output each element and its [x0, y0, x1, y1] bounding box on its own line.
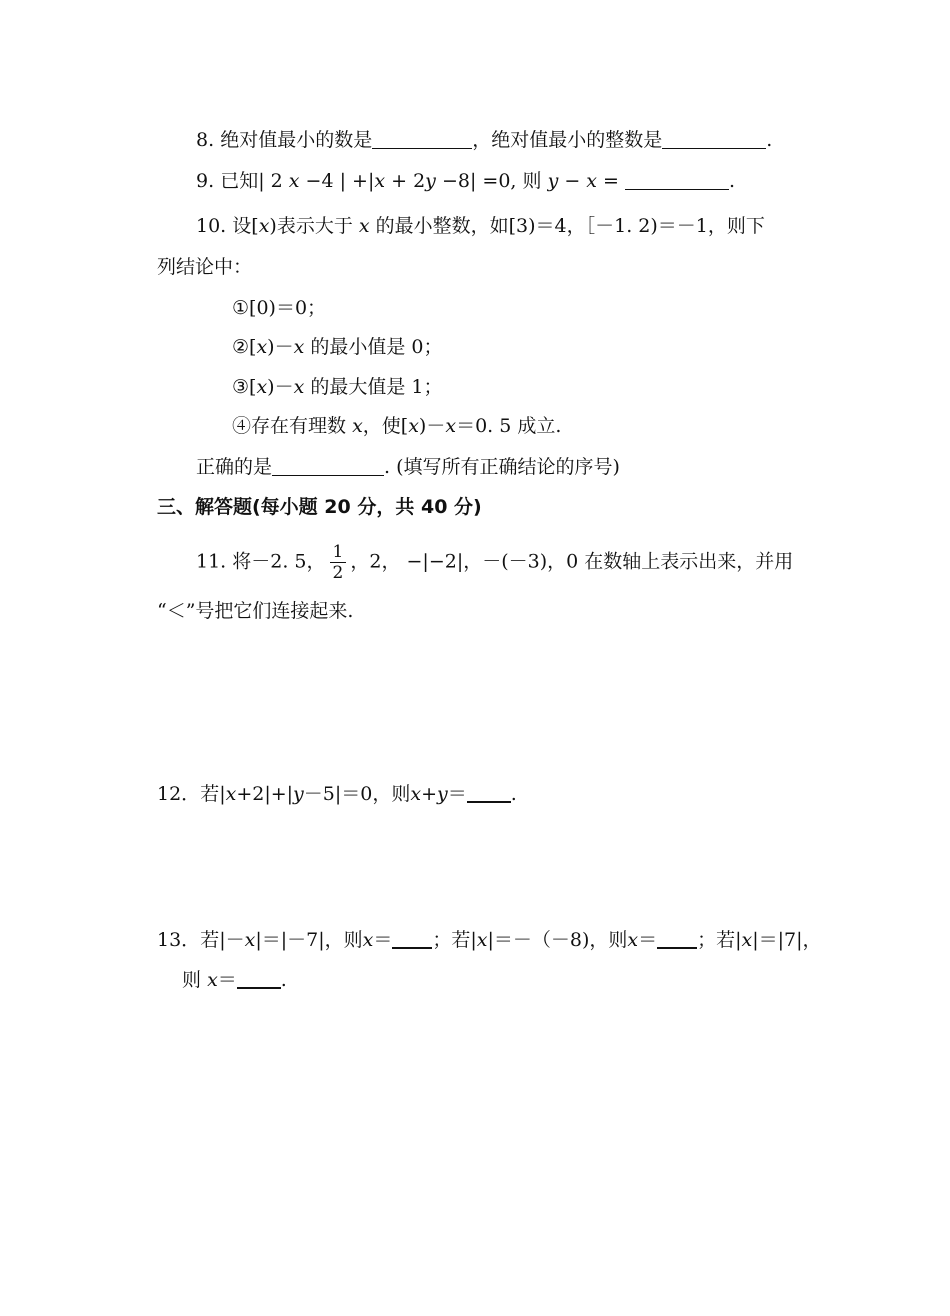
math-text: −8| =0, — [435, 170, 517, 192]
math-var: x — [374, 170, 386, 192]
math-text: |＝|7|， — [752, 929, 822, 951]
question-text: 绝对值最小的数是 — [220, 129, 373, 151]
math-var: x — [258, 215, 270, 237]
option-text: ，使[ — [362, 415, 409, 437]
question-10-answer — [196, 454, 620, 480]
math-text: 若| — [200, 783, 226, 805]
period: . — [280, 969, 287, 991]
math-var: x — [293, 336, 305, 358]
math-var: x — [352, 415, 363, 437]
math-var: x — [358, 215, 370, 237]
period: . — [729, 170, 736, 192]
question-text: ，－(－3)，0 在数轴上表示出来，并用 — [463, 550, 794, 573]
math-text: ＝ — [447, 783, 467, 805]
question-9 — [196, 168, 735, 194]
option-text: 的最小值是 0； — [310, 336, 443, 358]
fraction — [330, 542, 347, 583]
math-var: y — [437, 783, 448, 805]
math-var: x — [225, 783, 237, 805]
math-var: x — [207, 969, 218, 991]
answer-prefix: 正确的是 — [196, 456, 273, 478]
question-text: 已知 — [220, 170, 259, 192]
question-13-line2 — [182, 967, 287, 993]
math-var: y — [425, 170, 436, 192]
math-text: − — [558, 170, 587, 192]
math-text: 则 — [182, 969, 202, 991]
answer-blank[interactable] — [662, 130, 766, 149]
math-var: x — [627, 929, 639, 951]
math-var: x — [256, 376, 268, 398]
question-number: 12． — [157, 783, 201, 805]
question-text: 将－2. 5， — [232, 550, 326, 573]
question-10-line1 — [196, 213, 765, 239]
option-text: ③[ — [232, 376, 257, 398]
math-text: －5|＝0，则 — [303, 783, 411, 805]
question-10-line2 — [157, 254, 252, 280]
question-text: 列结论中： — [157, 256, 253, 278]
question-text: ，绝对值最小的整数是 — [472, 129, 663, 151]
math-text: ＝ — [373, 929, 393, 951]
question-text: 则 — [522, 170, 542, 192]
period: . — [766, 129, 773, 151]
fraction-numerator: 1 — [330, 542, 347, 563]
math-var: x — [362, 929, 374, 951]
answer-blank[interactable] — [237, 969, 281, 989]
math-var: x — [741, 929, 753, 951]
math-text: −|−2| — [406, 550, 464, 573]
question-number: 8. — [196, 129, 215, 151]
question-10-option-4 — [232, 413, 561, 439]
math-var: x — [586, 170, 598, 192]
math-text: 若|－ — [200, 929, 245, 951]
period: . — [510, 783, 517, 805]
question-text: )表示大于 — [269, 215, 353, 237]
math-var: y — [547, 170, 559, 192]
option-text: ＝0. 5 成立. — [456, 415, 562, 437]
question-10-option-1 — [232, 295, 326, 321]
answer-blank[interactable] — [392, 929, 432, 949]
math-text: |＝－（－8)，则 — [487, 929, 628, 951]
question-number: 9. — [196, 170, 215, 192]
math-var: x — [256, 336, 268, 358]
question-number: 11. — [196, 550, 227, 573]
section-title — [157, 494, 482, 520]
math-text: |＝|－7|，则 — [255, 929, 363, 951]
math-var: x — [476, 929, 488, 951]
question-text: “＜”号把它们连接起来. — [157, 600, 354, 622]
answer-blank[interactable] — [625, 171, 729, 190]
math-text: ；若| — [697, 929, 742, 951]
answer-blank[interactable] — [657, 929, 697, 949]
math-text: | — [367, 170, 375, 192]
math-var: x — [293, 376, 305, 398]
question-number: 13． — [157, 929, 201, 951]
math-text: ＝ — [217, 969, 237, 991]
question-11-line2 — [157, 598, 353, 624]
math-text: + — [421, 783, 438, 805]
math-text: | 2 — [258, 170, 283, 192]
option-text: ①[0)＝0； — [232, 297, 327, 319]
math-text: ；若| — [432, 929, 477, 951]
math-text: + 2 — [385, 170, 426, 192]
math-var: y — [293, 783, 304, 805]
fraction-denominator: 2 — [332, 563, 344, 583]
answer-suffix: . (填写所有正确结论的序号) — [384, 456, 620, 478]
answer-blank[interactable] — [372, 130, 472, 149]
question-text: ，2， — [350, 550, 401, 573]
question-10-option-3 — [232, 374, 443, 400]
option-text: )－ — [267, 376, 294, 398]
math-text: +2|+| — [236, 783, 294, 805]
math-var: x — [244, 929, 256, 951]
math-text: = — [597, 170, 626, 192]
question-number: 10. — [196, 215, 227, 237]
option-text: 的最大值是 1； — [310, 376, 443, 398]
question-8 — [196, 127, 772, 153]
math-var: x — [445, 415, 457, 437]
question-text: 设[ — [232, 215, 259, 237]
question-11-line1 — [196, 542, 793, 583]
question-12 — [157, 781, 517, 807]
math-var: x — [410, 783, 422, 805]
option-text: )－ — [418, 415, 446, 437]
option-text: )－ — [267, 336, 294, 358]
math-text: ＝ — [638, 929, 658, 951]
math-var: x — [408, 415, 419, 437]
question-10-option-2 — [232, 334, 443, 360]
question-text: 的最小整数，如[3)＝4，［－1. 2)＝－1，则下 — [375, 215, 765, 237]
option-text: ④存在有理数 — [232, 415, 347, 437]
answer-blank[interactable] — [467, 783, 511, 803]
answer-blank[interactable] — [272, 457, 384, 476]
math-var: x — [288, 170, 300, 192]
option-text: ②[ — [232, 336, 257, 358]
question-13-line1 — [157, 927, 822, 953]
section-title-text: 三、解答题(每小题 20 分，共 40 分) — [157, 496, 482, 518]
math-text: −4 | + — [299, 170, 368, 192]
